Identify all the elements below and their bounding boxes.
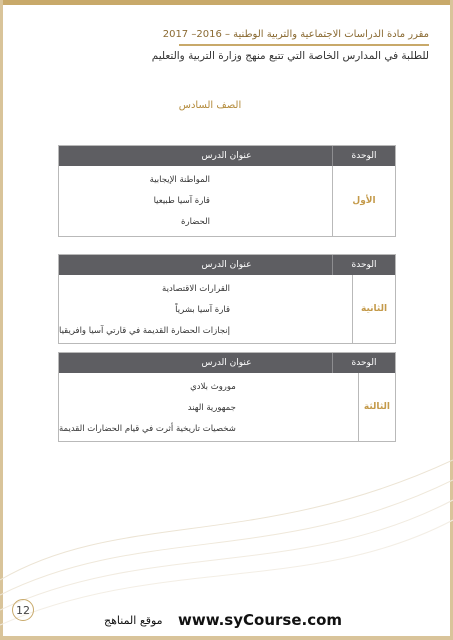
document-header [152,28,429,64]
lesson-item: المواطنة الإيجابية [149,175,210,185]
lesson-title-column-header: عنوان الدرس [201,358,252,368]
decorative-waves [0,430,453,640]
top-border [0,0,453,5]
unit-column-header: الوحدة [332,146,395,166]
grade-title: الصف السادس [178,100,242,111]
lesson-item: موروث بلادي [190,382,236,392]
lesson-item: القرارات الاقتصادية [162,284,231,294]
lesson-title-column-header: عنوان الدرس [201,260,252,270]
unit-column-header: الوحدة [332,255,395,275]
lesson-list [59,373,358,441]
lesson-list [59,275,352,343]
header-rule [179,44,429,46]
unit-column-header: الوحدة [332,353,395,373]
lesson-item: الحضارة [181,217,210,227]
unit-table [58,145,396,237]
lesson-title-column-header: عنوان الدرس [201,151,252,161]
lesson-item: إنجازات الحضارة القديمة في قارتي آسيا وافريقيا [59,326,231,336]
unit-name: الأول [332,166,395,236]
table-header [59,146,395,166]
table-header [59,255,395,275]
unit-table [58,254,396,344]
site-url-link[interactable]: www.syCourse.com [178,611,343,629]
unit-table [58,352,396,442]
course-title: مقرر مادة الدراسات الاجتماعية والتربية الوطنية – 2016– 2017 [162,29,429,40]
lesson-item: قارة آسيا بشرياً [175,305,231,315]
table-row [59,373,395,441]
lesson-list [59,166,332,236]
table-header [59,353,395,373]
unit-name: الثانية [352,275,395,343]
table-row [59,166,395,236]
lesson-item: شخصيات تاريخية أثرت في قيام الحضارات القديمة [59,424,236,434]
lesson-item: قارة آسيا طبيعيا [153,196,210,206]
lesson-item: جمهورية الهند [187,403,236,413]
course-subtitle: للطلبة في المدارس الخاصة التي تتبع منهج وزارة التربية والتعليم [151,50,429,62]
unit-name: الثالثة [358,373,395,441]
site-name: موقع المناهج [104,614,163,627]
table-row [59,275,395,343]
page-number: 12 [12,599,34,621]
